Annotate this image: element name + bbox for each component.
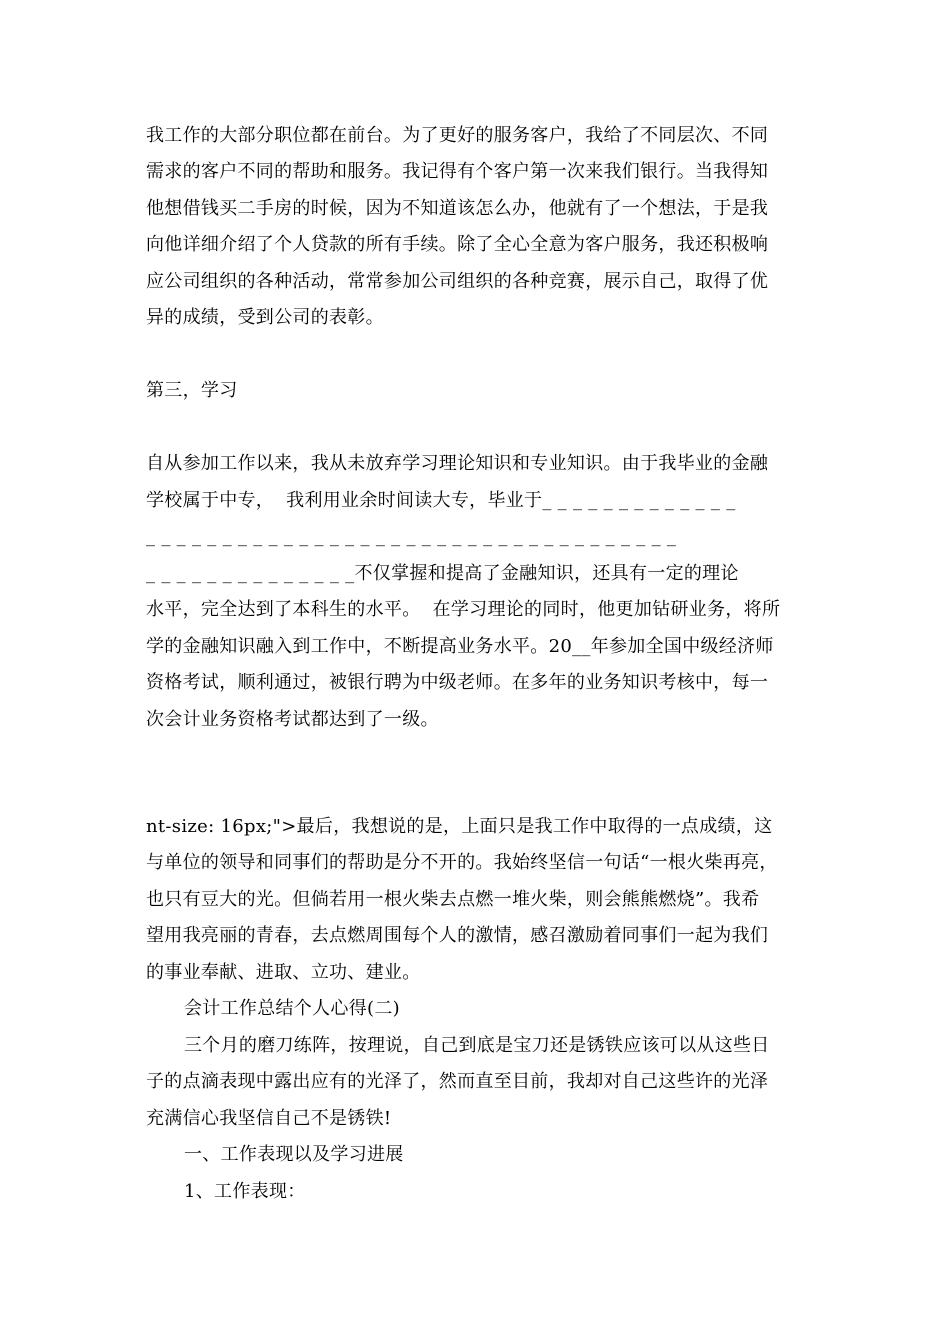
subtitle: 会计工作总结个人心得(二) xyxy=(184,998,400,1019)
paragraph-line: 三个月的磨刀练阵，按理说，自己到底是宝刀还是锈铁应该可以从这些日 xyxy=(184,1035,770,1056)
section-heading: 第三，学习 xyxy=(146,380,238,401)
paragraph-line: 充满信心我坚信自己不是锈铁! xyxy=(146,1108,392,1129)
paragraph-line: 也只有豆大的光。但倘若用一根火柴去点燃一堆火柴，则会熊熊燃烧”。我希 xyxy=(146,889,760,910)
paragraph-line: _ _ _ _ _ _ _ _ _ _ _ _ _ _ _ _ _ _ _ _ _ _ _ _ _ _ _ _ _ _ _ _ _ _ _ xyxy=(146,526,677,547)
paragraph-line: 子的点滴表现中露出应有的光泽了，然而直至目前，我却对自己这些许的光泽 xyxy=(146,1071,769,1092)
section-heading: 一、工作表现以及学习进展 xyxy=(184,1144,404,1165)
paragraph-line: 应公司组织的各种活动，常常参加公司组织的各种竞赛，展示自己，取得了优 xyxy=(146,271,769,292)
paragraph-line: _ _ _ _ _ _ _ _ _ _ _ _ _ _不仅掌握和提高了金融知识，还具有一定的理论 xyxy=(146,563,739,584)
paragraph-line: 学校属于中专， 我利用业余时间读大专，毕业于_ _ _ _ _ _ _ _ _ _ _ _ _ xyxy=(146,490,736,511)
paragraph-line: 次会计业务资格考试都达到了一级。 xyxy=(146,709,439,730)
paragraph-line: 与单位的领导和同事们的帮助是分不开的。我始终坚信一句话“一根火柴再亮， xyxy=(146,852,778,873)
paragraph-line: 他想借钱买二手房的时候，因为不知道该怎么办，他就有了一个想法，于是我 xyxy=(146,198,769,219)
paragraph-line: 需求的客户不同的帮助和服务。我记得有个客户第一次来我们银行。当我得知 xyxy=(146,161,769,182)
paragraph-line: 的事业奉献、进取、立功、建业。 xyxy=(146,962,421,983)
paragraph-line: 向他详细介绍了个人贷款的所有手续。除了全心全意为客户服务，我还积极响 xyxy=(146,234,769,255)
paragraph-line: 学的金融知识融入到工作中，不断提高业务水平。20__年参加全国中级经济师 xyxy=(146,636,774,657)
paragraph-line: 异的成绩，受到公司的表彰。 xyxy=(146,307,384,328)
subsection-heading: 1、工作表现： xyxy=(184,1181,306,1202)
paragraph-line: 资格考试，顺利通过，被银行聘为中级老师。在多年的业务知识考核中，每一 xyxy=(146,672,769,693)
paragraph-line: 我工作的大部分职位都在前台。为了更好的服务客户，我给了不同层次、不同 xyxy=(146,125,769,146)
paragraph-line: 望用我亮丽的青春，去点燃周围每个人的激情，感召激励着同事们一起为我们 xyxy=(146,925,769,946)
paragraph-line: nt-size: 16px;">最后，我想说的是，上面只是我工作中取得的一点成绩，这 xyxy=(146,816,773,837)
paragraph-line: 水平，完全达到了本科生的水平。 在学习理论的同时，他更加钻研业务，将所 xyxy=(146,599,781,620)
paragraph-line: 自从参加工作以来，我从未放弃学习理论知识和专业知识。由于我毕业的金融 xyxy=(146,453,769,474)
